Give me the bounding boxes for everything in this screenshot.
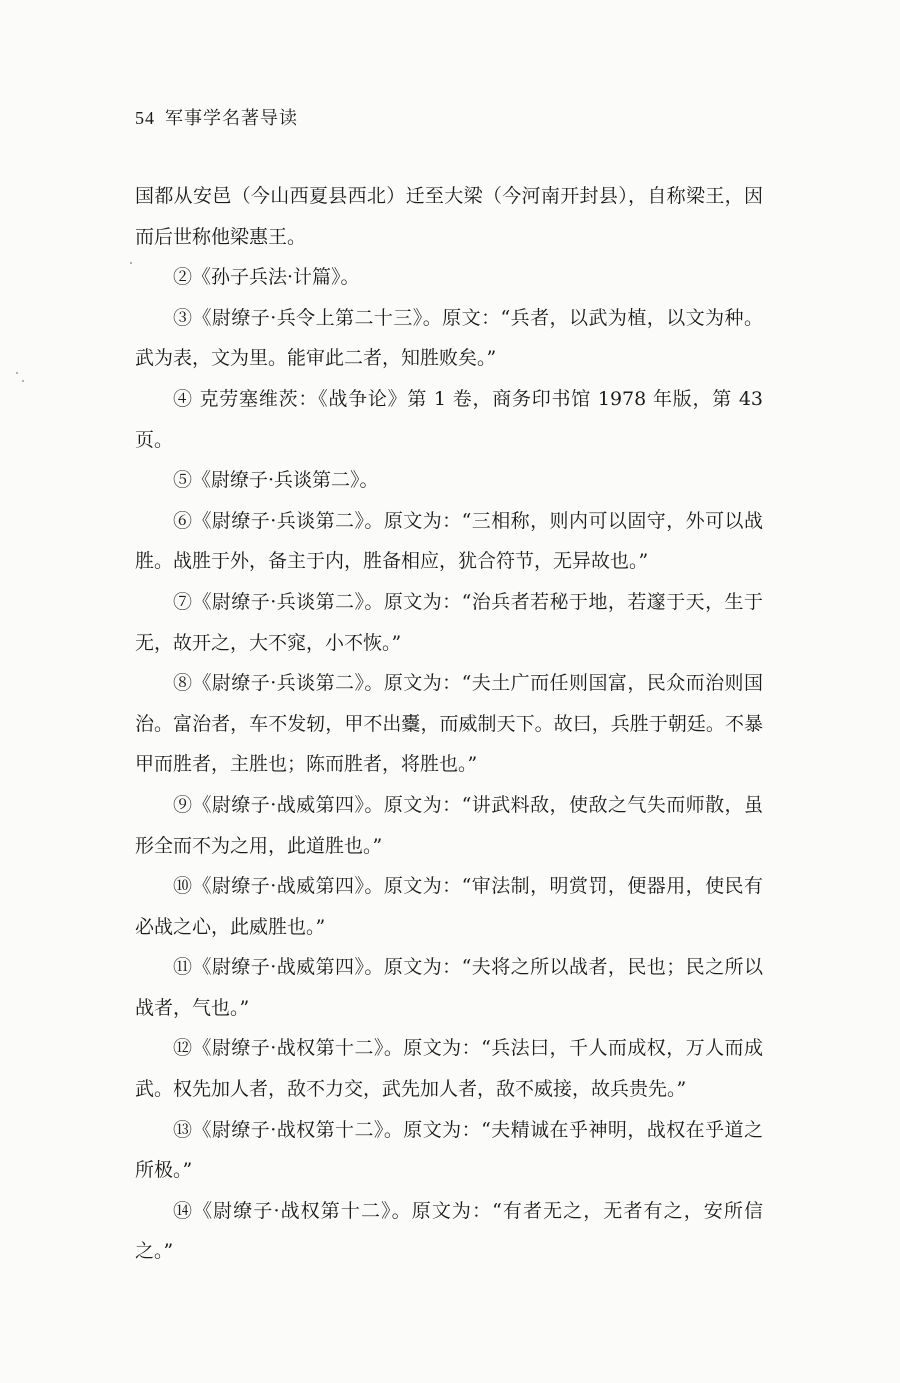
note-2: ②《孙子兵法·计篇》。 xyxy=(173,266,360,289)
note-8: ⑧《尉缭子·兵谈第二》。原文为：“夫土广而任则国富，民众而治则国治。富治者，车不发轫，甲不出櫜，而威制天下。故曰，兵胜于朝廷。不暴甲而胜者，主胜也；陈而胜者，将胜也。” xyxy=(135,672,763,776)
note-14: ⑭《尉缭子·战权第十二》。原文为：“有者无之，无者有之，安所信之。” xyxy=(135,1199,763,1263)
scan-speck xyxy=(130,262,132,264)
note-5: ⑤《尉缭子·兵谈第二》。 xyxy=(173,469,379,492)
note-13: ⑬《尉缭子·战权第十二》。原文为：“夫精诚在乎神明，战权在乎道之所极。” xyxy=(135,1118,763,1182)
running-header xyxy=(135,104,298,130)
endnotes-block xyxy=(135,176,763,1272)
note-6: ⑥《尉缭子·兵谈第二》。原文为：“三相称，则内可以固守，外可以战胜。战胜于外，备主于内，胜备相应，犹合符节，无异故也。” xyxy=(135,509,763,573)
note-11: ⑪《尉缭子·战威第四》。原文为：“夫将之所以战者，民也；民之所以战者，气也。” xyxy=(135,956,763,1019)
scan-speck xyxy=(16,372,18,374)
scan-speck xyxy=(22,380,24,382)
note-4: ④ 克劳塞维茨：《战争论》第 1 卷，商务印书馆 1978 年版，第 43 页。 xyxy=(135,387,763,451)
note-7: ⑦《尉缭子·兵谈第二》。原文为：“治兵者若秘于地，若邃于天，生于无，故开之，大不窕，小不恢。” xyxy=(135,590,763,654)
note-continuation: 国都从安邑（今山西夏县西北）迁至大梁（今河南开封县），自称梁王，因而后世称他梁惠王。 xyxy=(135,185,763,248)
page-number: 54 xyxy=(135,108,155,128)
note-12: ⑫《尉缭子·战权第十二》。原文为：“兵法曰，千人而成权，万人而成武。权先加人者，敌不力交，武先加人者，敌不威接，故兵贵先。” xyxy=(135,1037,763,1101)
book-title: 军事学名著导读 xyxy=(165,108,298,129)
note-3: ③《尉缭子·兵令上第二十三》。原文：“兵者，以武为植，以文为种。武为表，文为里。能审此二者，知胜败矣。” xyxy=(135,306,763,370)
note-9: ⑨《尉缭子·战威第四》。原文为：“讲武料敌，使敌之气失而师散，虽形全而不为之用，此道胜也。” xyxy=(135,793,763,857)
note-10: ⑩《尉缭子·战威第四》。原文为：“审法制，明赏罚，便器用，使民有必战之心，此威胜也。” xyxy=(135,875,763,938)
